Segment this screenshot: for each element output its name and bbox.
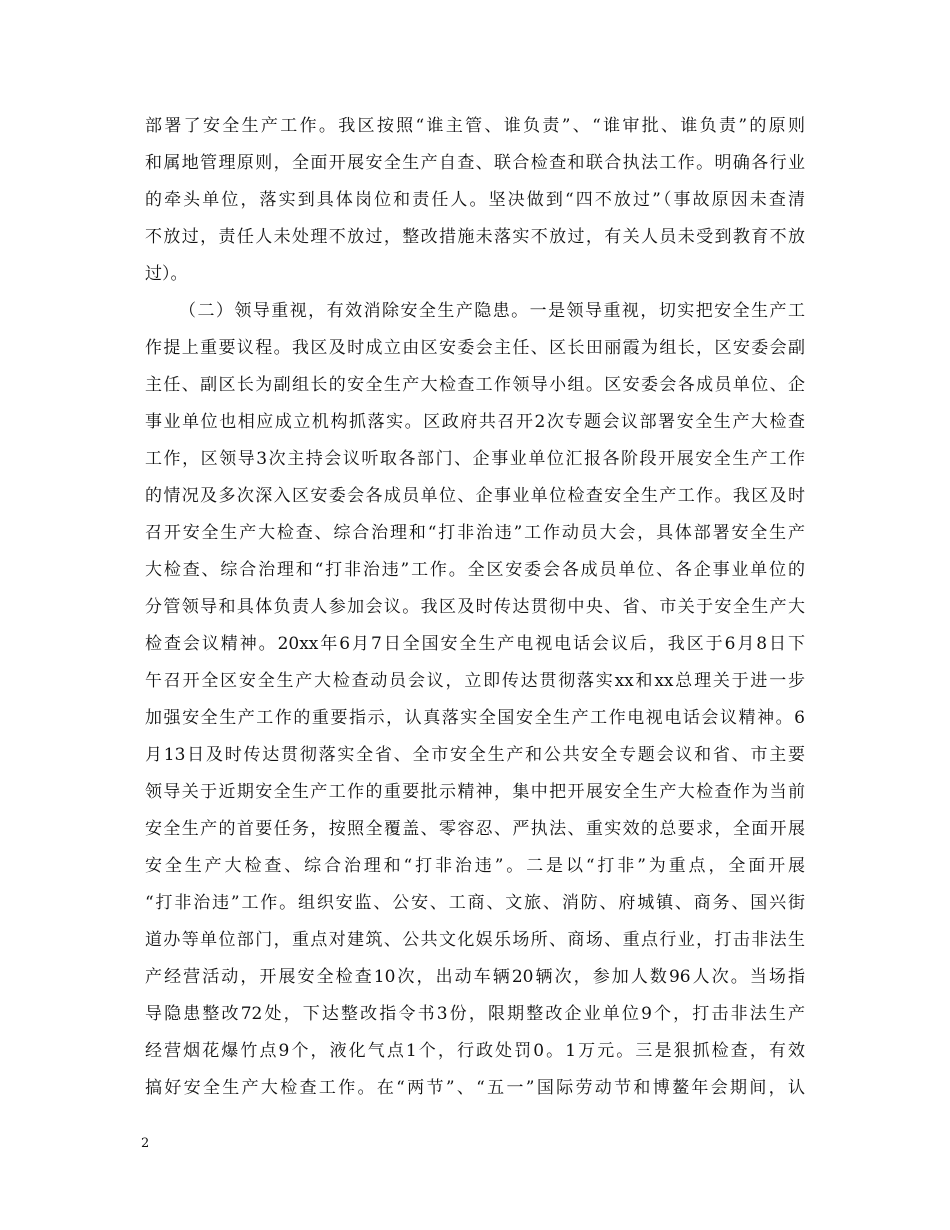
text-line: 和属地管理原则，全面开展安全生产自查、联合检查和联合执法工作。明确各行业: [145, 153, 805, 173]
text-line: 午召开全区安全生产大检查动员会议，立即传达贯彻落实xx和xx总理关于进一步: [145, 671, 805, 691]
text-line: 安全生产大检查、综合治理和“打非治违”。二是以“打非”为重点，全面开展: [145, 856, 805, 876]
text-line: 产经营活动，开展安全检查10次，出动车辆20辆次，参加人数96人次。当场指: [145, 967, 805, 987]
text-line: 安全生产的首要任务，按照全覆盖、零容忍、严执法、重实效的总要求，全面开展: [145, 819, 805, 839]
text-line: 搞好安全生产大检查工作。在“两节”、“五一”国际劳动节和博鳌年会期间，认: [145, 1078, 805, 1098]
text-line: 召开安全生产大检查、综合治理和“打非治违”工作动员大会，具体部署安全生产: [145, 523, 805, 543]
text-line: 分管领导和具体负责人参加会议。我区及时传达贯彻中央、省、市关于安全生产大: [145, 597, 805, 617]
text-line: 检查会议精神。20xx年6月7日全国安全生产电视电话会议后，我区于6月8日下: [145, 634, 805, 654]
text-line: 部署了安全生产工作。我区按照“谁主管、谁负责”、“谁审批、谁负责”的原则: [145, 116, 805, 136]
text-line: 大检查、综合治理和“打非治违”工作。全区安委会各成员单位、各企事业单位的: [145, 560, 805, 580]
text-line: 不放过，责任人未处理不放过，整改措施未落实不放过，有关人员未受到教育不放: [145, 227, 805, 247]
body-text: [145, 108, 805, 1107]
text-line: 经营烟花爆竹点9个，液化气点1个，行政处罚0。1万元。三是狠抓检查，有效: [145, 1041, 805, 1061]
text-line: 导隐患整改72处，下达整改指令书3份，限期整改企业单位9个，打击非法生产: [145, 1004, 805, 1024]
text-line: （二）领导重视，有效消除安全生产隐患。一是领导重视，切实把安全生产工: [179, 301, 805, 321]
text-line: 过）。: [145, 264, 188, 284]
text-line: 的牵头单位，落实到具体岗位和责任人。坚决做到“四不放过”（事故原因未查清: [145, 190, 805, 210]
text-line: 主任、副区长为副组长的安全生产大检查工作领导小组。区安委会各成员单位、企: [145, 375, 805, 395]
text-line: 加强安全生产工作的重要指示，认真落实全国安全生产工作电视电话会议精神。6: [145, 708, 805, 728]
text-line: “打非治违”工作。组织安监、公安、工商、文旅、消防、府城镇、商务、国兴街: [145, 893, 805, 913]
page-number: 2: [141, 1136, 150, 1151]
text-line: 工作，区领导3次主持会议听取各部门、企事业单位汇报各阶段开展安全生产工作: [145, 449, 805, 469]
text-line: 月13日及时传达贯彻落实全省、全市安全生产和公共安全专题会议和省、市主要: [145, 745, 805, 765]
text-line: 领导关于近期安全生产工作的重要批示精神，集中把开展安全生产大检查作为当前: [145, 782, 805, 802]
text-line: 的情况及多次深入区安委会各成员单位、企事业单位检查安全生产工作。我区及时: [145, 486, 805, 506]
text-line: 作提上重要议程。我区及时成立由区安委会主任、区长田丽霞为组长，区安委会副: [145, 338, 805, 358]
text-line: 事业单位也相应成立机构抓落实。区政府共召开2次专题会议部署安全生产大检查: [145, 412, 805, 432]
text-line: 道办等单位部门，重点对建筑、公共文化娱乐场所、商场、重点行业，打击非法生: [145, 930, 805, 950]
